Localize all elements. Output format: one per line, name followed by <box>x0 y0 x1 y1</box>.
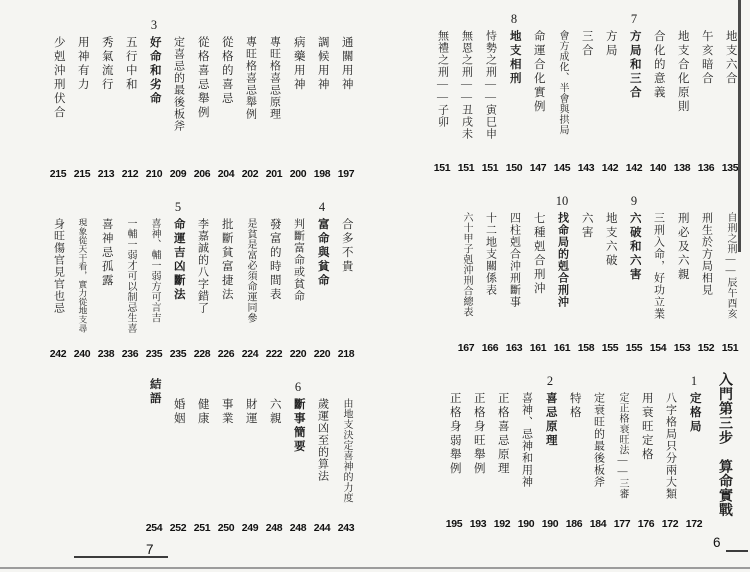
toc-entry <box>142 16 166 180</box>
toc-entry <box>190 16 214 180</box>
entry-page-number: 155 <box>625 342 643 354</box>
entry-page-number: 252 <box>169 522 187 534</box>
section-number: 10 <box>555 194 569 208</box>
toc-entry <box>562 372 586 530</box>
toc-entry <box>682 372 706 530</box>
toc-entry <box>646 10 670 174</box>
entry-page-number: 186 <box>565 518 583 530</box>
toc-entry <box>454 192 478 354</box>
folio-rule-left <box>74 556 168 558</box>
entry-title: 入門第三步 算命實戰 <box>717 372 732 517</box>
entry-page-number: 143 <box>577 162 595 174</box>
entry-title: 喜神、忌神和用神 <box>520 392 533 488</box>
entry-title: 是貧是富必須命運同參 <box>245 218 256 323</box>
entry-title: 發富的時間表 <box>268 218 281 302</box>
entry-title: 李嘉誠的八字錯了 <box>196 218 209 314</box>
entry-title: 定正格衰旺法——三審 <box>617 392 628 499</box>
toc-entry <box>334 198 358 360</box>
entry-page-number: 158 <box>577 342 595 354</box>
entry-title: 現象從天干看，實力從地支尋 <box>77 218 88 333</box>
toc-band-left-top <box>40 16 358 180</box>
entry-page-number: 209 <box>169 168 187 180</box>
entry-title: 三合 <box>580 30 593 58</box>
entry-title: 四柱剋合沖刑斷事 <box>508 212 521 308</box>
entry-title: 六十甲子剋沖刑合總表 <box>461 212 472 317</box>
entry-page-number: 202 <box>241 168 259 180</box>
toc-entry <box>190 378 214 534</box>
toc-entry <box>442 372 466 530</box>
entry-page-number: 224 <box>241 348 259 360</box>
entry-page-number: 172 <box>661 518 679 530</box>
toc-band-right-bottom <box>424 372 742 530</box>
entry-title: 午亥暗合 <box>700 30 713 86</box>
entry-page-number: 161 <box>553 342 571 354</box>
entry-page-number: 226 <box>217 348 235 360</box>
entry-page-number: 248 <box>265 522 283 534</box>
toc-entry <box>166 378 190 534</box>
entry-title: 三刑入命，好功立業 <box>652 212 665 320</box>
entry-page-number: 254 <box>145 522 163 534</box>
scan-edge-right <box>738 0 741 252</box>
entry-title: 事業 <box>220 398 233 426</box>
entry-title: 五行中和 <box>124 36 137 92</box>
entry-page-number: 151 <box>457 162 475 174</box>
toc-entry <box>310 16 334 180</box>
entry-page-number: 210 <box>145 168 163 180</box>
toc-entry <box>214 16 238 180</box>
entry-page-number: 190 <box>541 518 559 530</box>
toc-entry <box>454 10 478 174</box>
entry-page-number: 220 <box>289 348 307 360</box>
section-number: 3 <box>150 18 158 32</box>
toc-entry <box>694 192 718 354</box>
entry-page-number: 248 <box>289 522 307 534</box>
entry-page-number: 147 <box>529 162 547 174</box>
toc-entry <box>622 192 646 354</box>
toc-entry <box>694 10 718 174</box>
toc-entry <box>118 16 142 180</box>
entry-page-number: 243 <box>337 522 355 534</box>
entry-title: 會方成化、半會與拱局 <box>557 30 568 135</box>
toc-entry <box>538 372 562 530</box>
toc-entry <box>598 10 622 174</box>
entry-title: 喜神忌孤露 <box>100 218 113 288</box>
section-number: 1 <box>690 374 698 388</box>
entry-page-number: 242 <box>49 348 67 360</box>
entry-page-number: 161 <box>529 342 547 354</box>
toc-entry <box>262 16 286 180</box>
entry-title: 通關用神 <box>340 36 353 92</box>
entry-page-number: 192 <box>493 518 511 530</box>
entry-page-number: 193 <box>469 518 487 530</box>
entry-title: 地支相刑 <box>508 30 521 86</box>
entry-page-number: 198 <box>313 168 331 180</box>
entry-title: 六破和六害 <box>628 212 641 282</box>
entry-page-number: 190 <box>517 518 535 530</box>
entry-title: 從格的喜忌 <box>220 36 233 106</box>
entry-title: 正格身弱舉例 <box>448 392 461 476</box>
toc-entry <box>262 378 286 534</box>
entry-title: 合多不貴 <box>340 218 353 274</box>
toc-entry <box>430 10 454 174</box>
entry-page-number: 222 <box>265 348 283 360</box>
entry-title: 地支合化原則 <box>676 30 689 114</box>
entry-title: 刑必及六親 <box>676 212 689 282</box>
entry-page-number: 136 <box>697 162 715 174</box>
toc-entry <box>214 378 238 534</box>
toc-entry <box>526 10 550 174</box>
entry-title: 命運吉凶斷法 <box>172 218 185 302</box>
entry-title: 用衰旺定格 <box>640 392 653 462</box>
entry-title: 無禮之刑——子卯 <box>436 30 449 128</box>
toc-entry <box>118 198 142 360</box>
folio-right: 6 <box>713 535 721 550</box>
entry-title: 八字格局只分兩大類 <box>664 392 677 500</box>
entry-title: 少剋沖刑伏合 <box>52 36 65 120</box>
toc-entry <box>610 372 634 530</box>
entry-title: 方局和三合 <box>628 30 641 100</box>
toc-entry <box>514 372 538 530</box>
entry-page-number: 200 <box>289 168 307 180</box>
entry-title: 病藥用神 <box>292 36 305 92</box>
toc-entry <box>238 16 262 180</box>
toc-entry <box>634 372 658 530</box>
entry-page-number: 213 <box>97 168 115 180</box>
entry-page-number: 236 <box>121 348 139 360</box>
entry-title: 特格 <box>568 392 581 420</box>
toc-entry <box>238 198 262 360</box>
toc-entry <box>286 16 310 180</box>
entry-title: 命運合化實例 <box>532 30 545 114</box>
entry-page-number: 238 <box>97 348 115 360</box>
toc-entry <box>334 378 358 534</box>
toc-entry <box>142 378 166 534</box>
entry-title: 定衰旺的最後板斧 <box>592 392 605 488</box>
toc-entry <box>658 372 682 530</box>
entry-page-number: 204 <box>217 168 235 180</box>
entry-title: 七種剋合刑沖 <box>532 212 545 296</box>
entry-page-number: 142 <box>601 162 619 174</box>
entry-page-number: 151 <box>481 162 499 174</box>
section-number: 6 <box>294 380 302 394</box>
toc-entry <box>214 198 238 360</box>
section-number: 2 <box>546 374 554 388</box>
entry-page-number: 151 <box>721 342 739 354</box>
toc-entry <box>70 16 94 180</box>
entry-title: 富命與貧命 <box>316 218 329 288</box>
entry-title: 刑生於方局相見 <box>700 212 713 296</box>
entry-page-number: 201 <box>265 168 283 180</box>
entry-page-number: 220 <box>313 348 331 360</box>
toc-band-right-top <box>424 10 742 174</box>
right-page <box>375 0 750 572</box>
toc-entry <box>490 372 514 530</box>
toc-entry <box>166 16 190 180</box>
entry-page-number: 166 <box>481 342 499 354</box>
entry-page-number: 135 <box>721 162 739 174</box>
section-number: 4 <box>318 200 326 214</box>
toc-entry <box>670 192 694 354</box>
entry-title: 恃勢之刑——寅巳申 <box>484 30 497 140</box>
entry-title: 一輔一弱才可以制忌生喜 <box>125 218 136 334</box>
entry-page-number: 177 <box>613 518 631 530</box>
toc-band-right-middle <box>424 192 742 354</box>
entry-title: 正格身旺舉例 <box>472 392 485 476</box>
entry-title: 十二地支關係表 <box>484 212 497 296</box>
entry-title: 結語 <box>148 378 161 406</box>
entry-page-number: 151 <box>433 162 451 174</box>
entry-title: 定喜忌的最後板斧 <box>172 36 185 132</box>
entry-page-number: 176 <box>637 518 655 530</box>
section-number: 5 <box>174 200 182 214</box>
entry-title: 專旺格喜忌舉例 <box>244 36 257 120</box>
entry-title: 找命局的剋合刑沖 <box>556 212 569 308</box>
entry-title: 地支六破 <box>604 212 617 268</box>
entry-page-number: 215 <box>73 168 91 180</box>
entry-page-number: 240 <box>73 348 91 360</box>
entry-page-number: 218 <box>337 348 355 360</box>
toc-entry <box>94 16 118 180</box>
toc-entry <box>478 192 502 354</box>
entry-title: 自刑之刑——辰午酉亥 <box>725 212 736 319</box>
entry-page-number: 250 <box>217 522 235 534</box>
entry-page-number: 150 <box>505 162 523 174</box>
folio-left: 7 <box>146 542 154 557</box>
toc-entry <box>286 198 310 360</box>
toc-entry <box>550 192 574 354</box>
entry-page-number: 184 <box>589 518 607 530</box>
entry-title: 由地支決定喜神的力度 <box>341 398 352 503</box>
entry-page-number: 228 <box>193 348 211 360</box>
entry-page-number: 163 <box>505 342 523 354</box>
entry-title: 喜神、輔一弱方可言吉 <box>149 218 160 323</box>
entry-title: 調候用神 <box>316 36 329 92</box>
entry-page-number: 155 <box>601 342 619 354</box>
toc-entry <box>262 198 286 360</box>
entry-title: 財運 <box>244 398 257 426</box>
entry-page-number: 206 <box>193 168 211 180</box>
toc-part-header <box>706 372 742 530</box>
toc-entry <box>478 10 502 174</box>
toc-entry <box>46 198 70 360</box>
toc-entry <box>334 16 358 180</box>
entry-title: 用神有力 <box>76 36 89 92</box>
toc-band-left-bottom <box>40 378 358 534</box>
entry-page-number: 197 <box>337 168 355 180</box>
entry-title: 合化的意義 <box>652 30 665 100</box>
entry-title: 身旺傷官見官也忌 <box>52 218 65 314</box>
toc-entry <box>310 198 334 360</box>
entry-title: 喜忌原理 <box>544 392 557 448</box>
toc-entry <box>238 378 262 534</box>
toc-entry <box>622 10 646 174</box>
toc-entry <box>466 372 490 530</box>
folio-rule-right <box>726 550 748 552</box>
toc-entry <box>502 10 526 174</box>
entry-title: 無恩之刑——丑戌未 <box>460 30 473 140</box>
toc-entry <box>646 192 670 354</box>
toc-entry <box>550 10 574 174</box>
entry-page-number: 251 <box>193 522 211 534</box>
entry-title: 健康 <box>196 398 209 426</box>
entry-title: 正格喜忌原理 <box>496 392 509 476</box>
entry-page-number: 212 <box>121 168 139 180</box>
toc-band-left-middle <box>40 198 358 360</box>
entry-page-number: 235 <box>169 348 187 360</box>
entry-page-number: 167 <box>457 342 475 354</box>
section-number: 9 <box>630 194 638 208</box>
toc-entry <box>526 192 550 354</box>
toc-entry <box>190 198 214 360</box>
entry-page-number: 195 <box>445 518 463 530</box>
section-number: 7 <box>630 12 638 26</box>
toc-entry <box>574 192 598 354</box>
entry-page-number: 142 <box>625 162 643 174</box>
entry-title: 批斷貧富捷法 <box>220 218 233 302</box>
toc-entry <box>586 372 610 530</box>
entry-title: 斷事簡要 <box>292 398 305 454</box>
entry-title: 方局 <box>604 30 617 58</box>
entry-page-number: 244 <box>313 522 331 534</box>
entry-title: 定格局 <box>688 392 701 434</box>
toc-entry <box>286 378 310 534</box>
toc-entry <box>142 198 166 360</box>
entry-page-number: 152 <box>697 342 715 354</box>
entry-title: 專旺格喜忌原理 <box>268 36 281 120</box>
toc-entry <box>502 192 526 354</box>
entry-title: 秀氣流行 <box>100 36 113 92</box>
entry-title: 六親 <box>268 398 281 426</box>
entry-page-number: 138 <box>673 162 691 174</box>
toc-entry <box>166 198 190 360</box>
entry-title: 婚姻 <box>172 398 185 426</box>
entry-title: 好命和劣命 <box>148 36 161 106</box>
toc-entry <box>574 10 598 174</box>
entry-page-number: 215 <box>49 168 67 180</box>
toc-entry <box>46 16 70 180</box>
entry-title: 地支六合 <box>724 30 737 86</box>
entry-page-number: 153 <box>673 342 691 354</box>
toc-entry <box>94 198 118 360</box>
toc-entry <box>70 198 94 360</box>
entry-page-number: 154 <box>649 342 667 354</box>
section-number: 8 <box>510 12 518 26</box>
entry-page-number: 145 <box>553 162 571 174</box>
entry-page-number: 140 <box>649 162 667 174</box>
scan-edge-bottom <box>0 567 750 569</box>
entry-title: 從格喜忌舉例 <box>196 36 209 120</box>
entry-page-number: 249 <box>241 522 259 534</box>
entry-page-number: 235 <box>145 348 163 360</box>
entry-title: 六害 <box>580 212 593 240</box>
entry-page-number: 172 <box>685 518 703 530</box>
entry-title: 歲運凶至的算法 <box>316 398 329 482</box>
toc-entry <box>670 10 694 174</box>
toc-entry <box>310 378 334 534</box>
entry-title: 判斷富命或貧命 <box>292 218 305 302</box>
toc-entry <box>598 192 622 354</box>
